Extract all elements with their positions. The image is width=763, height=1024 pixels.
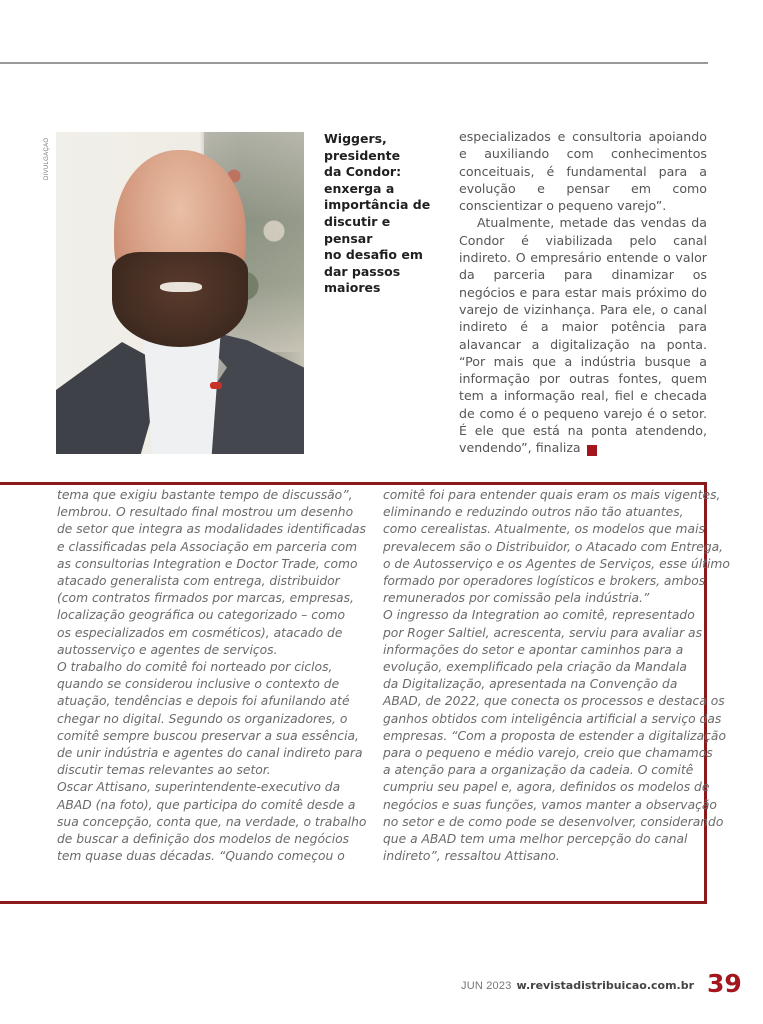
page-footer bbox=[461, 966, 742, 996]
sidebar-line: a atenção para a organização da cadeia. O comitê bbox=[383, 763, 694, 778]
sidebar-line: de unir indústria e agentes do canal indireto para bbox=[57, 746, 363, 761]
sidebar-line: indireto”, ressaltou Attisano. bbox=[383, 849, 560, 864]
photo-credit: DIVULGAÇÃO bbox=[44, 137, 50, 180]
page-number: 39 bbox=[707, 969, 742, 998]
caption-line: discutir e pensar bbox=[324, 213, 391, 246]
sidebar-line: de buscar a definição dos modelos de negócios bbox=[57, 832, 350, 847]
sidebar-line: remunerados por comissão pela indústria.” bbox=[383, 591, 650, 606]
website-link[interactable]: w.revistadistribuicao.com.br bbox=[516, 979, 695, 992]
caption-line: no desafio em bbox=[324, 247, 423, 263]
sidebar-line: como cerealistas. Atualmente, os modelos que mais bbox=[383, 522, 705, 537]
sidebar-line: atuação, tendências e depois foi afunilando até bbox=[57, 694, 350, 709]
sidebar-line: discutir temas relevantes ao setor. bbox=[57, 763, 271, 778]
portrait-photo bbox=[56, 132, 304, 454]
sidebar-line: O ingresso da Integration ao comitê, representado bbox=[383, 608, 695, 623]
sidebar-line: de setor que integra as modalidades identificadas bbox=[57, 522, 366, 537]
caption-line: enxerga a bbox=[324, 180, 395, 196]
sidebar-line: no setor e de como pode se desenvolver, considerando bbox=[383, 814, 724, 829]
sidebar-line: que a ABAD tem uma melhor percepção do canal bbox=[383, 832, 688, 847]
sidebar-line: empresas. “Com a proposta de estender a digitalização bbox=[383, 728, 726, 743]
sidebar-line: prevalecem são o Distribuidor, o Atacado com Entrega, bbox=[383, 539, 724, 554]
article-paragraph-2 bbox=[459, 214, 707, 456]
sidebar-line: ABAD, de 2022, que conecta os processos e destaca os bbox=[383, 694, 725, 709]
photo-mouth bbox=[160, 282, 202, 292]
sidebar-line: informações do setor e apontar caminhos para a bbox=[383, 642, 684, 657]
caption-line: maiores bbox=[324, 280, 381, 296]
sidebar-line: chegar no digital. Segundo os organizadores, o bbox=[57, 711, 348, 726]
sidebar-line: (com contratos firmados por marcas, empresas, bbox=[57, 591, 354, 606]
sidebar-line: comitê foi para entender quais eram os mais vigentes, bbox=[383, 488, 721, 502]
sidebar-line: autosserviço e agentes de serviços. bbox=[57, 642, 278, 657]
caption-line: dar passos bbox=[324, 263, 401, 279]
end-of-article-icon: D bbox=[587, 445, 597, 456]
sidebar-line: tem quase duas décadas. “Quando começou o bbox=[57, 849, 345, 864]
sidebar-line: negócios e suas funções, vamos manter a observação bbox=[383, 797, 717, 812]
caption-line: presidente bbox=[324, 147, 401, 163]
sidebar-line: sua concepção, conta que, na verdade, o trabalho bbox=[57, 814, 367, 829]
article-column bbox=[459, 128, 707, 457]
sidebar-line: e classificadas pela Associação em parceria com bbox=[57, 539, 358, 554]
sidebar-line: o de Autosserviço e os Agentes de Serviços, esse último bbox=[383, 556, 730, 571]
sidebar-line: localização geográfica ou categorizado – como bbox=[57, 608, 346, 623]
top-rule-divider bbox=[0, 62, 708, 64]
sidebar-line: para o pequeno e médio varejo, creio que chamamos bbox=[383, 746, 713, 761]
sidebar-line: cumpriu seu papel e, agora, definidos os modelos de bbox=[383, 780, 710, 795]
sidebar-column-right bbox=[383, 487, 730, 865]
article-paragraph-1: especializados e consultoria apoiando e auxiliando com conhecimentos conceituais, é fundamental para a evolução e pensar em como conscientizar o pequeno varejo”. bbox=[459, 129, 707, 214]
caption-line: importância de bbox=[324, 197, 431, 213]
lapel-pin-icon bbox=[210, 382, 222, 389]
sidebar-line: ABAD (na foto), que participa do comitê desde a bbox=[57, 797, 356, 812]
sidebar-line: da Digitalização, apresentada na Convenção da bbox=[383, 677, 678, 692]
sidebar-line: quando se considerou inclusive o contexto de bbox=[57, 677, 340, 692]
caption-line: da Condor: bbox=[324, 164, 402, 180]
sidebar-line: por Roger Saltiel, acrescenta, serviu para avaliar as bbox=[383, 625, 702, 640]
caption-line: Wiggers, bbox=[324, 131, 387, 146]
sidebar-line: Oscar Attisano, superintendente-executivo da bbox=[57, 780, 341, 795]
sidebar-column-left bbox=[57, 487, 367, 865]
sidebar-line: lembrou. O resultado final mostrou um desenho bbox=[57, 505, 354, 520]
sidebar-line: ganhos obtidos com inteligência artificial a serviço das bbox=[383, 711, 722, 726]
photo-caption bbox=[324, 131, 434, 297]
sidebar-line: formado por operadores logísticos e brokers, ambos bbox=[383, 574, 706, 589]
sidebar-line: as consultorias Integration e Doctor Trade, como bbox=[57, 556, 358, 571]
sidebar-line: comitê sempre buscou preservar a sua essência, bbox=[57, 728, 359, 743]
sidebar-line: os especializados em cosméticos), atacado de bbox=[57, 625, 343, 640]
sidebar-line: O trabalho do comitê foi norteado por ciclos, bbox=[57, 660, 333, 675]
sidebar-line: atacado generalista com entrega, distribuidor bbox=[57, 574, 340, 589]
sidebar-line: tema que exigiu bastante tempo de discussão”, bbox=[57, 488, 353, 502]
photo-beard bbox=[112, 252, 248, 347]
article-paragraph-2-text: Atualmente, metade das vendas da Condor é viabilizada pelo canal indireto. O empresário entende o valor da parceria para dinamizar os negócios e para estar mais próximo do varejo de vizinhança. Para ele, o canal indireto é a maior potência para alavancar a digitalização na ponta. “Por mais que a indústria busque a informação por outras fontes, quem tem a informação real, fiel e checada de como é o pequeno varejo é o setor. É ele que está na ponta atendendo, vendendo”, finaliza bbox=[459, 215, 707, 456]
sidebar-line: evolução, exemplificado pela criação da Mandala bbox=[383, 660, 687, 675]
sidebar-line: eliminando e reduzindo outros não tão atuantes, bbox=[383, 505, 684, 520]
issue-date: JUN 2023 bbox=[461, 980, 512, 992]
